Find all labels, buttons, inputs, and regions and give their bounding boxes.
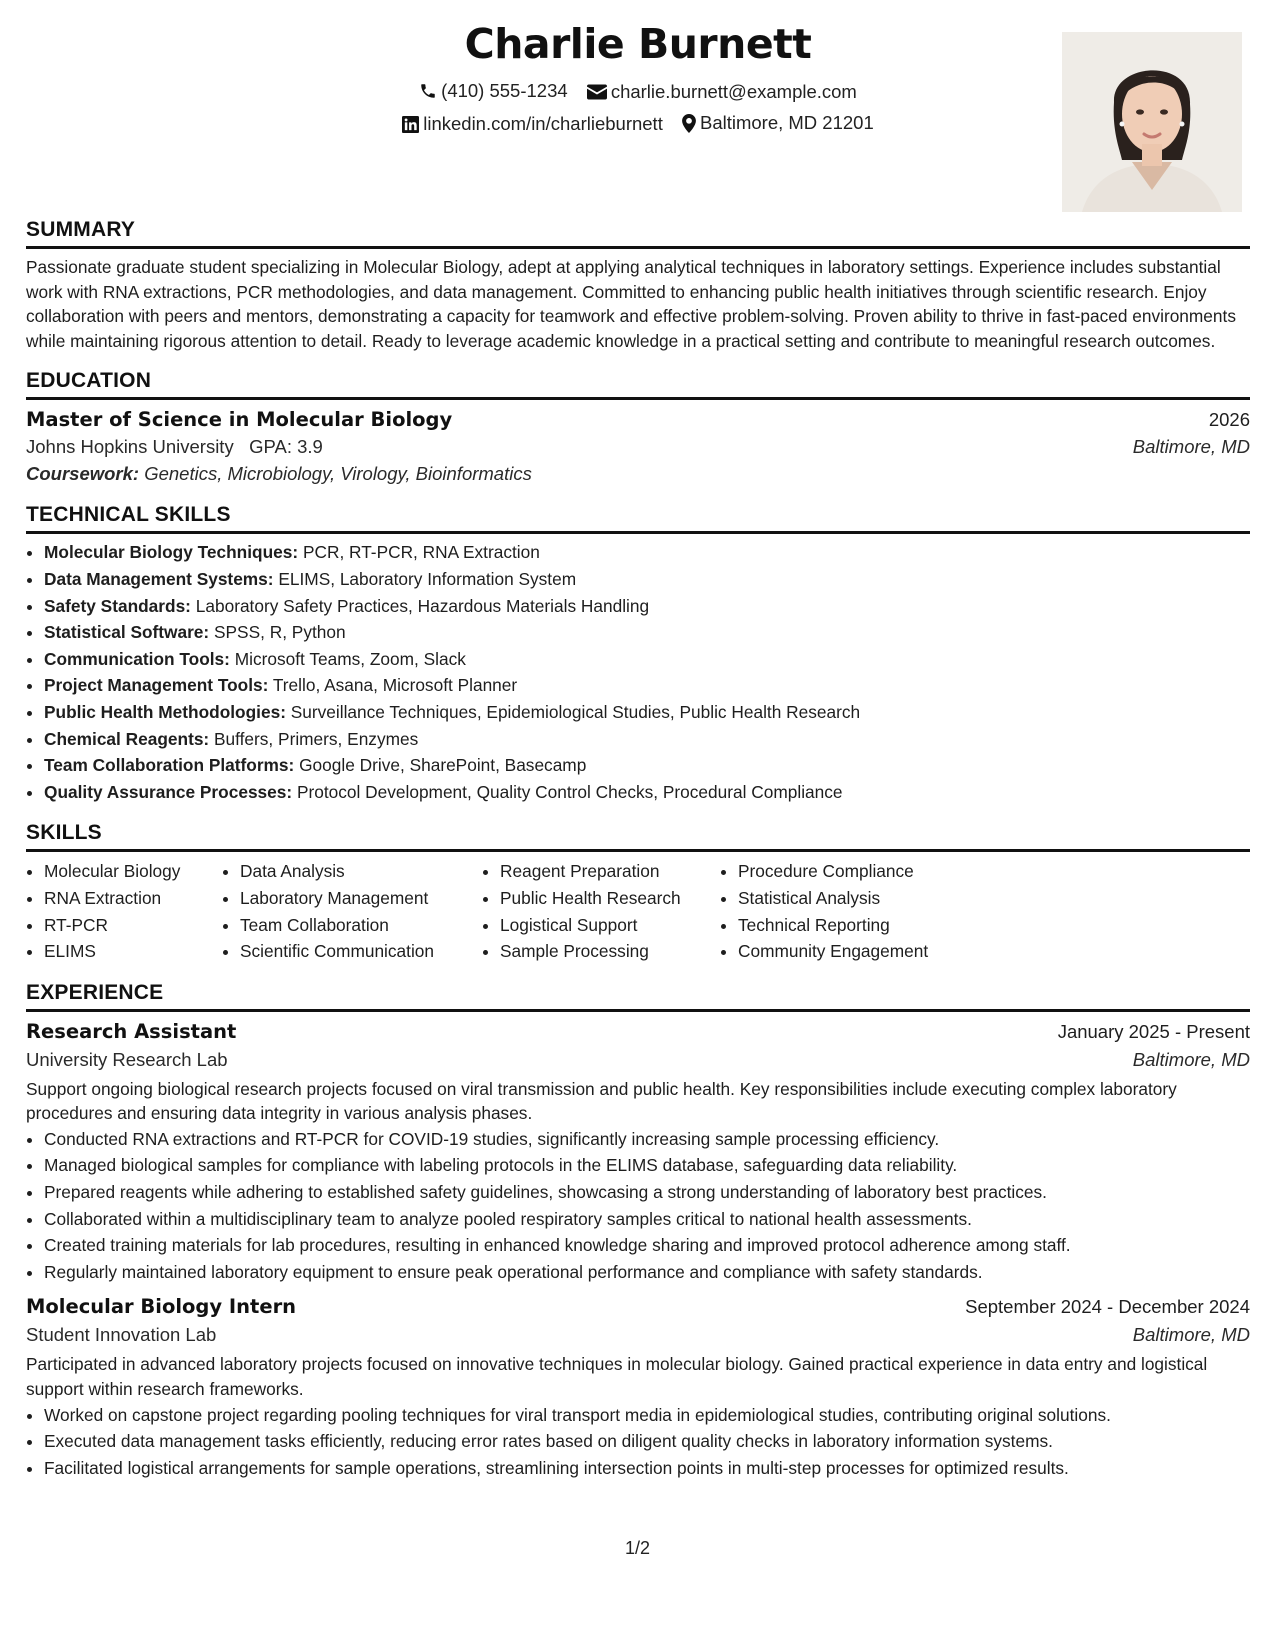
- list-item: • ELIMS: [44, 938, 222, 965]
- email-contact[interactable]: [587, 81, 857, 103]
- list-item: [44, 646, 1250, 673]
- skill-category: Quality Assurance Processes:: [44, 781, 293, 802]
- list-item: • Facilitated logistical arrangements for sample operations, streamlining intersection points in multi-step processes for optimized results.: [44, 1455, 1250, 1482]
- gpa: GPA: 3.9: [249, 436, 323, 458]
- candidate-name: Charlie Burnett: [464, 20, 812, 68]
- list-item: • Statistical Analysis: [738, 885, 988, 912]
- job-entry-1: [26, 1020, 1250, 1286]
- page-number: 1/2: [624, 1538, 651, 1558]
- skills-column-3: [482, 858, 720, 964]
- school-name: Johns Hopkins University: [26, 436, 234, 458]
- list-item: • RNA Extraction: [44, 885, 222, 912]
- coursework-label: Coursework:: [26, 463, 140, 485]
- section-title-experience: EXPERIENCE: [26, 981, 1250, 1012]
- job-title: Molecular Biology Intern: [26, 1295, 297, 1319]
- list-item: • Managed biological samples for compliance with labeling protocols in the ELIMS database, safeguarding data reliability.: [44, 1152, 1250, 1179]
- linkedin-icon: [402, 116, 419, 133]
- list-item: • Worked on capstone project regarding pooling techniques for viral transport media in epidemiological studies, contributing original solutions.: [44, 1402, 1250, 1429]
- coursework: [26, 463, 1250, 485]
- skill-category: Public Health Methodologies:: [44, 701, 286, 722]
- coursework-list: Genetics, Microbiology, Virology, Bioinformatics: [144, 463, 532, 485]
- list-item: • Molecular Biology: [44, 858, 222, 885]
- education-row-2: [26, 436, 1250, 458]
- list-item: [44, 779, 1250, 806]
- phone-text: (410) 555-1234: [441, 80, 568, 101]
- section-title-summary: SUMMARY: [26, 218, 1250, 249]
- linkedin-text: linkedin.com/in/charlieburnett: [423, 113, 663, 134]
- skill-values: SPSS, R, Python: [214, 622, 346, 643]
- job-org-row: [26, 1324, 1250, 1346]
- skill-category: Communication Tools:: [44, 648, 230, 669]
- experience-section: [26, 981, 1250, 1482]
- resume-header: [26, 0, 1250, 218]
- list-item: • Procedure Compliance: [738, 858, 988, 885]
- section-title-technical-skills: TECHNICAL SKILLS: [26, 503, 1250, 534]
- skill-values: PCR, RT-PCR, RNA Extraction: [302, 542, 540, 563]
- school-info: [26, 436, 323, 458]
- phone-icon: [419, 82, 437, 100]
- job-title: Research Assistant: [26, 1019, 237, 1043]
- list-item: • Laboratory Management: [240, 885, 482, 912]
- skill-values: Laboratory Safety Practices, Hazardous Materials Handling: [195, 595, 650, 616]
- skill-category: Molecular Biology Techniques:: [44, 542, 299, 563]
- job-organization: Student Innovation Lab: [26, 1324, 217, 1346]
- skill-category: Chemical Reagents:: [44, 728, 210, 749]
- job-bullets: [26, 1126, 1250, 1286]
- skills-section: [26, 821, 1250, 964]
- list-item: [44, 566, 1250, 593]
- skills-column-2: [222, 858, 482, 964]
- job-dates: January 2025 - Present: [1057, 1020, 1250, 1042]
- skill-values: Surveillance Techniques, Epidemiological Studies, Public Health Research: [290, 701, 861, 722]
- location-text: Baltimore, MD 21201: [699, 112, 874, 133]
- location-contact: [682, 112, 874, 134]
- list-item: [44, 726, 1250, 753]
- person-portrait-icon: [1062, 32, 1242, 212]
- map-pin-icon: [682, 114, 696, 133]
- list-item: • Team Collaboration: [240, 912, 482, 939]
- list-item: • Regularly maintained laboratory equipment to ensure peak operational performance and compliance with safety standards.: [44, 1259, 1250, 1286]
- job-dates: September 2024 - December 2024: [965, 1296, 1250, 1318]
- school-location: Baltimore, MD: [1132, 436, 1250, 458]
- list-item: [44, 619, 1250, 646]
- list-item: • Technical Reporting: [738, 912, 988, 939]
- list-item: • Community Engagement: [738, 938, 988, 965]
- list-item: • Created training materials for lab procedures, resulting in enhanced knowledge sharing and improved protocol adherence among staff.: [44, 1232, 1250, 1259]
- education-row-1: [26, 408, 1250, 431]
- profile-photo: [1062, 32, 1242, 212]
- technical-skills-section: [26, 503, 1250, 805]
- linkedin-contact[interactable]: [402, 113, 663, 135]
- skill-category: Statistical Software:: [44, 622, 210, 643]
- job-entry-2: [26, 1295, 1250, 1481]
- section-title-skills: SKILLS: [26, 821, 1250, 852]
- skill-values: Google Drive, SharePoint, Basecamp: [299, 755, 587, 776]
- job-description: Participated in advanced laboratory projects focused on innovative techniques in molecular biology. Gained practical experience in data entry and logistical support within research frameworks.: [26, 1354, 1208, 1400]
- job-header-row: [26, 1020, 1250, 1043]
- list-item: • Reagent Preparation: [500, 858, 720, 885]
- job-bullets: [26, 1402, 1250, 1482]
- skill-category: Safety Standards:: [44, 595, 191, 616]
- list-item: • Public Health Research: [500, 885, 720, 912]
- skill-values: Trello, Asana, Microsoft Planner: [272, 675, 518, 696]
- list-item: • Scientific Communication: [240, 938, 482, 965]
- skill-values: Buffers, Primers, Enzymes: [214, 728, 419, 749]
- technical-skills-list: [26, 539, 1250, 805]
- skill-values: Microsoft Teams, Zoom, Slack: [234, 648, 466, 669]
- graduation-year: 2026: [1208, 409, 1250, 431]
- list-item: • Prepared reagents while adhering to established safety guidelines, showcasing a strong understanding of laboratory best practices.: [44, 1179, 1250, 1206]
- degree-title: Master of Science in Molecular Biology: [26, 408, 453, 432]
- list-item: • Sample Processing: [500, 938, 720, 965]
- job-organization: University Research Lab: [26, 1048, 228, 1070]
- list-item: [44, 672, 1250, 699]
- resume-page: [26, 0, 1250, 1481]
- job-location: Baltimore, MD: [1132, 1324, 1250, 1346]
- skills-column-1: [26, 858, 222, 964]
- job-header-row: [26, 1295, 1250, 1318]
- education-section: [26, 369, 1250, 485]
- job-location: Baltimore, MD: [1132, 1048, 1250, 1070]
- phone-contact[interactable]: [419, 80, 568, 102]
- summary-section: [26, 218, 1250, 353]
- list-item: [44, 752, 1250, 779]
- list-item: • Logistical Support: [500, 912, 720, 939]
- skills-column-4: [720, 858, 988, 964]
- skill-values: Protocol Development, Quality Control Checks, Procedural Compliance: [296, 781, 843, 802]
- summary-text: Passionate graduate student specializing in Molecular Biology, adept at applying analytical techniques in laboratory settings. Experience includes substantial work with RNA extractions, PCR methodologies, and data management. Committed to enhancing public health initiatives through scientific research. Enjoy collaboration with peers and mentors, demonstrating a capacity for teamwork and effective problem-solving. Proven ability to thrive in fast-paced environments while maintaining rigorous attention to detail. Ready to leverage academic knowledge in a practical setting and contribute to meaningful research outcomes.: [26, 257, 1236, 351]
- list-item: [44, 699, 1250, 726]
- job-org-row: [26, 1049, 1250, 1071]
- list-item: • Executed data management tasks efficiently, reducing error rates based on diligent quality checks in laboratory information systems.: [44, 1428, 1250, 1455]
- skill-category: Project Management Tools:: [44, 675, 269, 696]
- list-item: • Collaborated within a multidisciplinary team to analyze pooled respiratory samples critical to national health assessments.: [44, 1206, 1250, 1233]
- list-item: [44, 539, 1250, 566]
- email-text: charlie.burnett@example.com: [610, 81, 857, 102]
- job-description: Support ongoing biological research projects focused on viral transmission and public health. Key responsibilities include executing complex laboratory procedures and ensuring data integrity in various analysis phases.: [26, 1078, 1177, 1124]
- skill-category: Team Collaboration Platforms:: [44, 755, 295, 776]
- list-item: • Conducted RNA extractions and RT-PCR for COVID-19 studies, significantly increasing sample processing efficiency.: [44, 1126, 1250, 1153]
- list-item: [44, 593, 1250, 620]
- skill-values: ELIMS, Laboratory Information System: [278, 568, 577, 589]
- skills-grid: [26, 858, 1250, 964]
- list-item: • Data Analysis: [240, 858, 482, 885]
- section-title-education: EDUCATION: [26, 369, 1250, 400]
- list-item: • RT-PCR: [44, 912, 222, 939]
- skill-category: Data Management Systems:: [44, 568, 274, 589]
- envelope-icon: [587, 84, 607, 100]
